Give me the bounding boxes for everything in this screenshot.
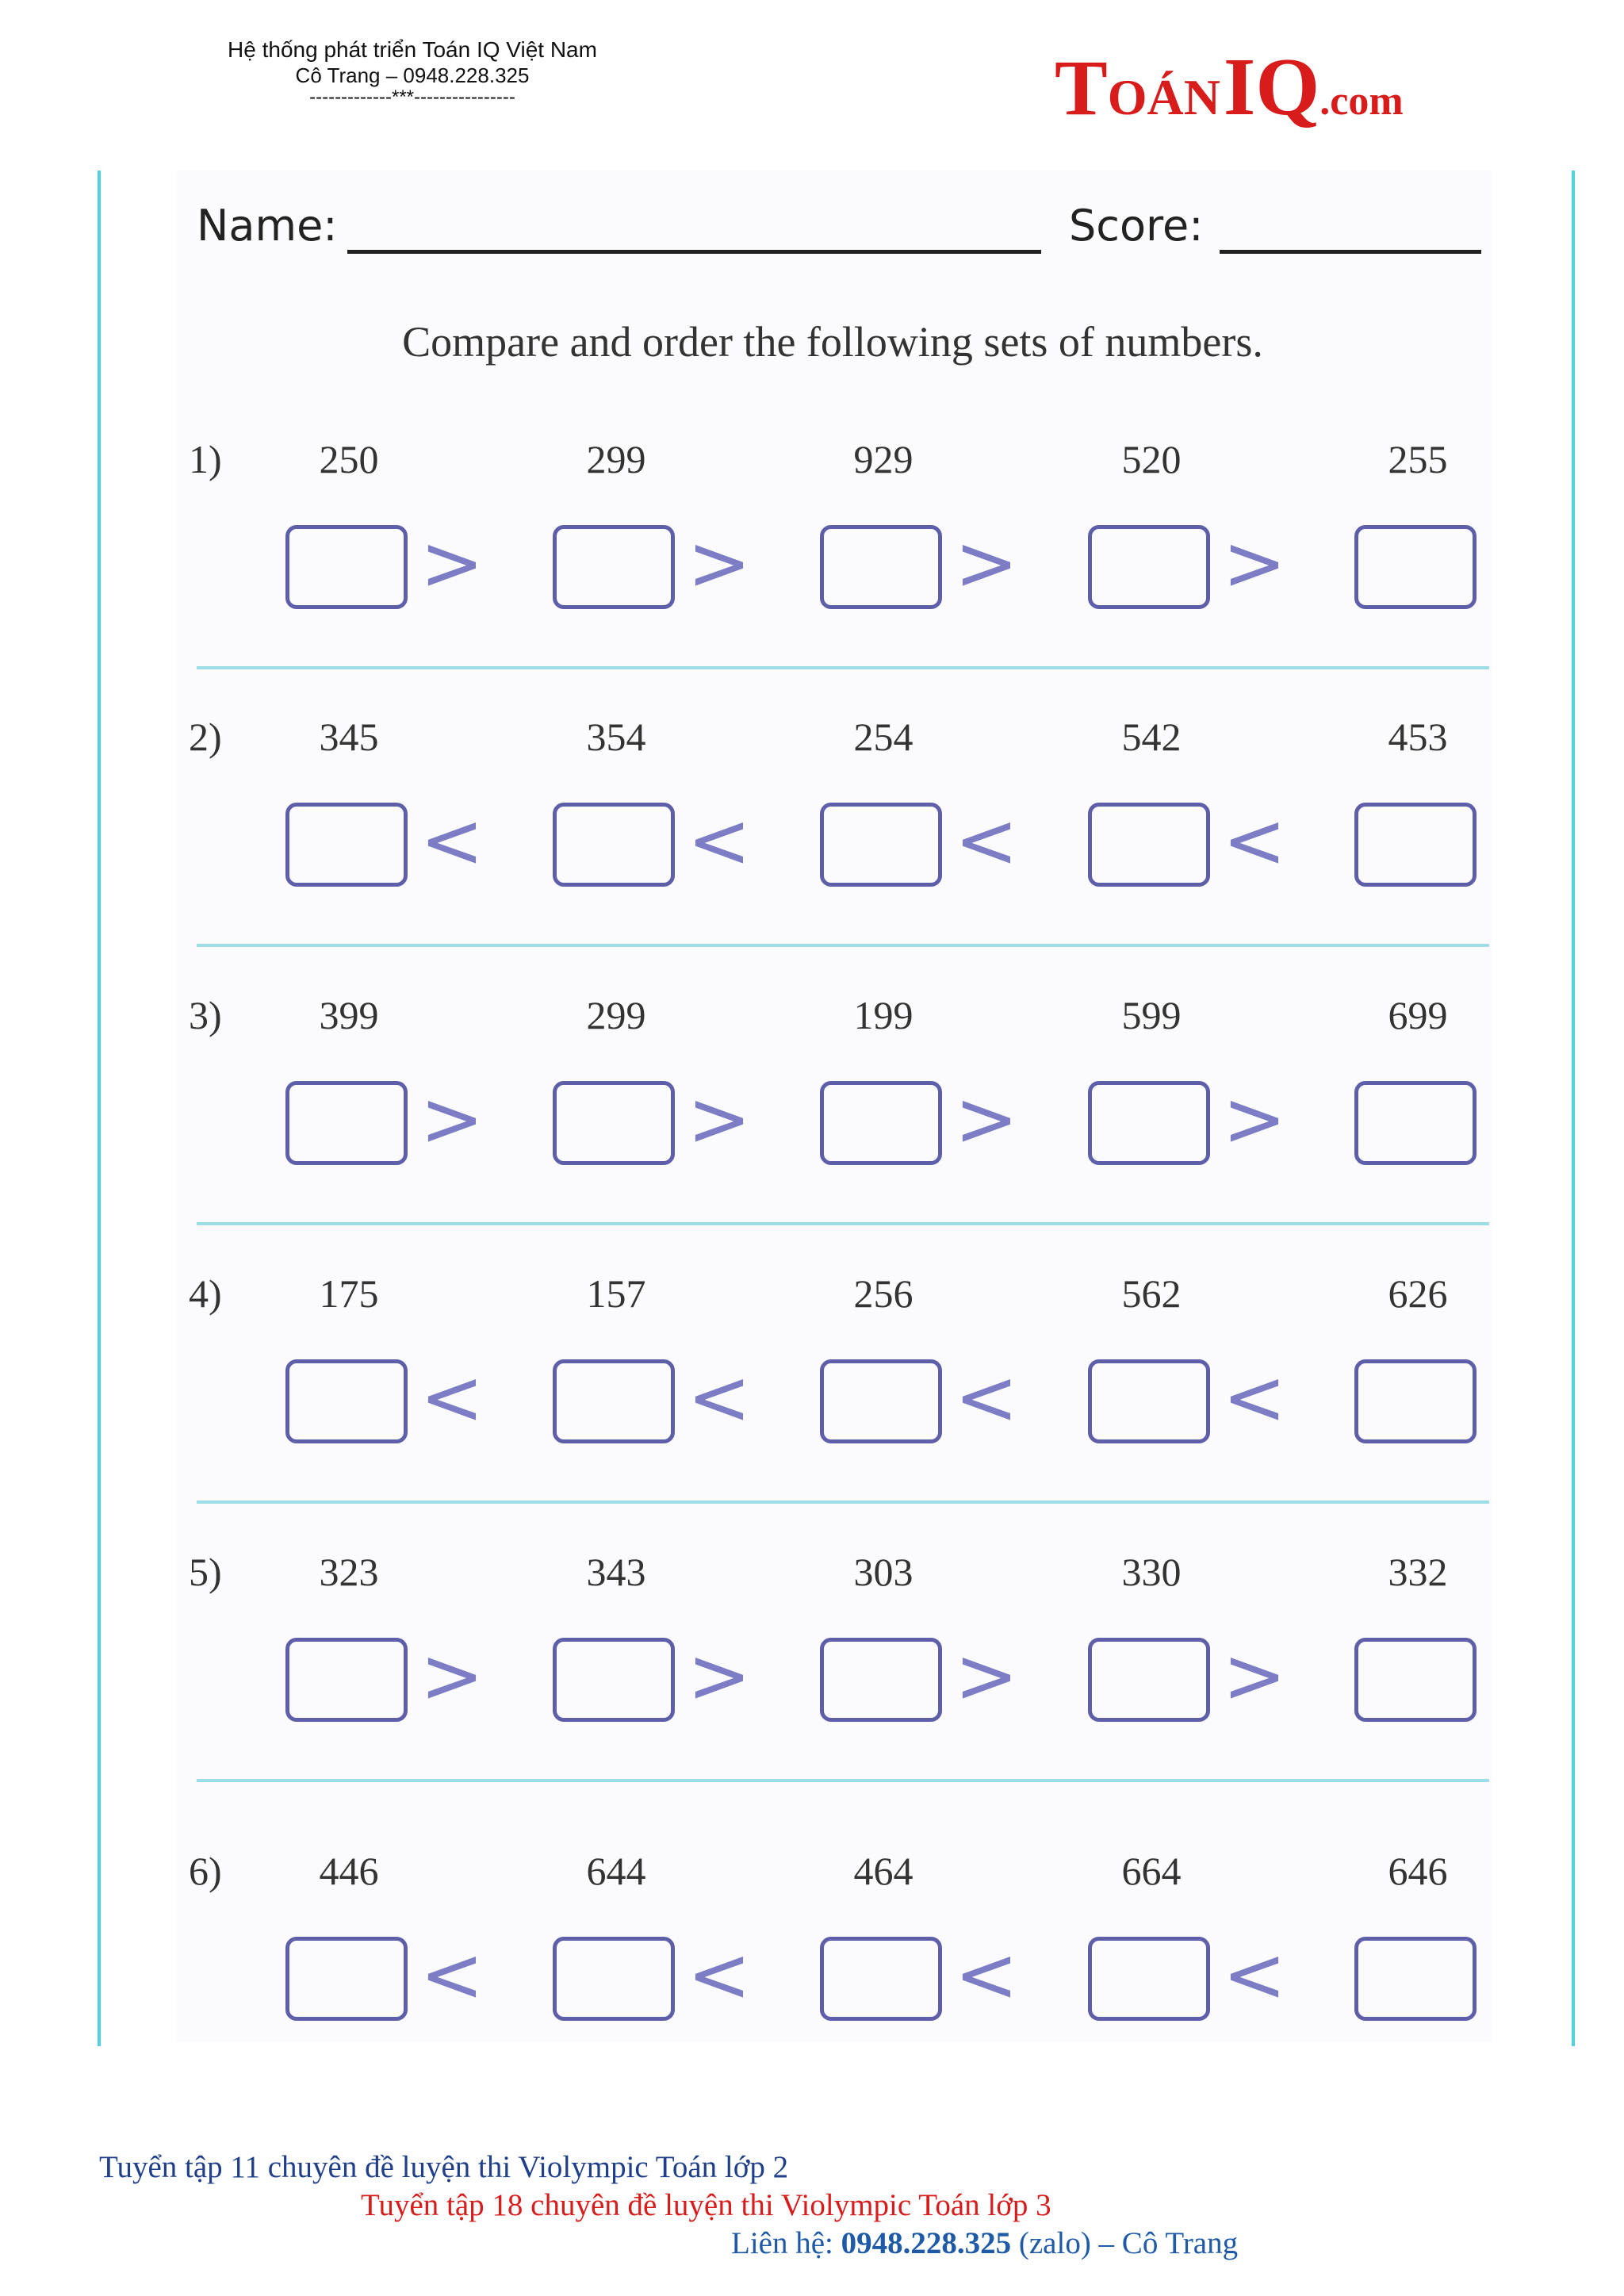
less-than-sign: < — [1222, 1353, 1287, 1442]
given-number: 303 — [853, 1550, 914, 1594]
given-number: 332 — [1388, 1550, 1448, 1594]
footer-line-1: Tuyển tập 11 chuyên đề luyện thi Violympic Toán lớp 2 — [99, 2150, 789, 2184]
given-number: 644 — [586, 1849, 646, 1893]
given-number: 299 — [586, 437, 646, 481]
org-name: Hệ thống phát triển Toán IQ Việt Nam — [228, 37, 597, 62]
answer-box[interactable] — [1354, 803, 1477, 887]
row-divider — [197, 1222, 1489, 1225]
answer-box[interactable] — [553, 1638, 675, 1722]
less-than-sign: < — [687, 1930, 752, 2019]
given-number: 343 — [586, 1550, 646, 1594]
row-divider — [197, 1779, 1489, 1782]
given-number: 399 — [319, 993, 379, 1037]
given-number: 542 — [1121, 715, 1182, 759]
greater-than-sign: > — [1222, 519, 1287, 608]
answer-box[interactable] — [1088, 1638, 1210, 1722]
less-than-sign: < — [954, 1930, 1019, 2019]
answer-box[interactable] — [285, 1359, 408, 1443]
given-number: 929 — [853, 437, 914, 481]
given-number: 256 — [853, 1271, 914, 1316]
less-than-sign: < — [954, 1353, 1019, 1442]
given-number: 464 — [853, 1849, 914, 1893]
answer-box[interactable] — [553, 1081, 675, 1165]
question-number: 1) — [189, 437, 222, 481]
answer-box[interactable] — [553, 803, 675, 887]
less-than-sign: < — [1222, 1930, 1287, 2019]
answer-box[interactable] — [285, 803, 408, 887]
given-number: 646 — [1388, 1849, 1448, 1893]
greater-than-sign: > — [954, 519, 1019, 608]
less-than-sign: < — [419, 1353, 485, 1442]
given-number: 299 — [586, 993, 646, 1037]
greater-than-sign: > — [419, 1631, 485, 1720]
answer-box[interactable] — [1088, 1937, 1210, 2021]
greater-than-sign: > — [687, 1075, 752, 1163]
answer-box[interactable] — [553, 1359, 675, 1443]
given-number: 255 — [1388, 437, 1448, 481]
frame-right-border — [1572, 171, 1575, 2046]
less-than-sign: < — [687, 1353, 752, 1442]
given-number: 664 — [1121, 1849, 1182, 1893]
given-number: 199 — [853, 993, 914, 1037]
given-number: 175 — [319, 1271, 379, 1316]
given-number: 446 — [319, 1849, 379, 1893]
answer-box[interactable] — [1088, 1359, 1210, 1443]
given-number: 345 — [319, 715, 379, 759]
question-number: 4) — [189, 1271, 222, 1316]
question-number: 3) — [189, 993, 222, 1037]
greater-than-sign: > — [1222, 1631, 1287, 1720]
less-than-sign: < — [419, 796, 485, 885]
row-divider — [197, 944, 1489, 947]
less-than-sign: < — [1222, 796, 1287, 885]
name-line — [347, 250, 1041, 254]
given-number: 354 — [586, 715, 646, 759]
greater-than-sign: > — [687, 519, 752, 608]
greater-than-sign: > — [954, 1631, 1019, 1720]
org-separator: -------------***---------------- — [309, 86, 515, 108]
given-number: 699 — [1388, 993, 1448, 1037]
answer-box[interactable] — [820, 1638, 942, 1722]
score-line — [1220, 250, 1481, 254]
given-number: 330 — [1121, 1550, 1182, 1594]
question-number: 6) — [189, 1849, 222, 1893]
toaniq-logo: TOÁN IQ.com — [1055, 41, 1404, 132]
answer-box[interactable] — [820, 803, 942, 887]
given-number: 254 — [853, 715, 914, 759]
footer-line-2: Tuyển tập 18 chuyên đề luyện thi Violympic Toán lớp 3 — [361, 2188, 1051, 2222]
given-number: 599 — [1121, 993, 1182, 1037]
given-number: 157 — [586, 1271, 646, 1316]
answer-box[interactable] — [285, 1081, 408, 1165]
instruction: Compare and order the following sets of numbers. — [402, 318, 1263, 366]
answer-box[interactable] — [285, 525, 408, 609]
footer-contact: Liên hệ: 0948.228.325 (zalo) – Cô Trang — [731, 2226, 1239, 2260]
answer-box[interactable] — [1088, 803, 1210, 887]
name-label: Name: — [197, 201, 338, 251]
name-score-row — [197, 194, 1481, 258]
answer-box[interactable] — [553, 525, 675, 609]
answer-box[interactable] — [820, 1081, 942, 1165]
answer-box[interactable] — [820, 1937, 942, 2021]
question-number: 2) — [189, 715, 222, 759]
given-number: 520 — [1121, 437, 1182, 481]
given-number: 626 — [1388, 1271, 1448, 1316]
answer-box[interactable] — [1354, 525, 1477, 609]
less-than-sign: < — [954, 796, 1019, 885]
greater-than-sign: > — [419, 519, 485, 608]
answer-box[interactable] — [1088, 525, 1210, 609]
answer-box[interactable] — [820, 1359, 942, 1443]
row-divider — [197, 1501, 1489, 1504]
score-label: Score: — [1069, 201, 1204, 251]
greater-than-sign: > — [1222, 1075, 1287, 1163]
less-than-sign: < — [687, 796, 752, 885]
given-number: 323 — [319, 1550, 379, 1594]
greater-than-sign: > — [687, 1631, 752, 1720]
answer-box[interactable] — [1354, 1638, 1477, 1722]
given-number: 250 — [319, 437, 379, 481]
frame-left-border — [98, 171, 101, 2046]
org-header — [182, 36, 642, 106]
answer-box[interactable] — [285, 1937, 408, 2021]
greater-than-sign: > — [954, 1075, 1019, 1163]
given-number: 453 — [1388, 715, 1448, 759]
answer-box[interactable] — [1354, 1359, 1477, 1443]
answer-box[interactable] — [285, 1638, 408, 1722]
question-number: 5) — [189, 1550, 222, 1594]
row-divider — [197, 666, 1489, 669]
answer-box[interactable] — [1354, 1081, 1477, 1165]
less-than-sign: < — [419, 1930, 485, 2019]
answer-box[interactable] — [820, 525, 942, 609]
greater-than-sign: > — [419, 1075, 485, 1163]
given-number: 562 — [1121, 1271, 1182, 1316]
answer-box[interactable] — [1354, 1937, 1477, 2021]
org-contact: Cô Trang – 0948.228.325 — [295, 63, 530, 87]
answer-box[interactable] — [1088, 1081, 1210, 1165]
answer-box[interactable] — [553, 1937, 675, 2021]
footer-phone: 0948.228.325 — [841, 2226, 1012, 2260]
